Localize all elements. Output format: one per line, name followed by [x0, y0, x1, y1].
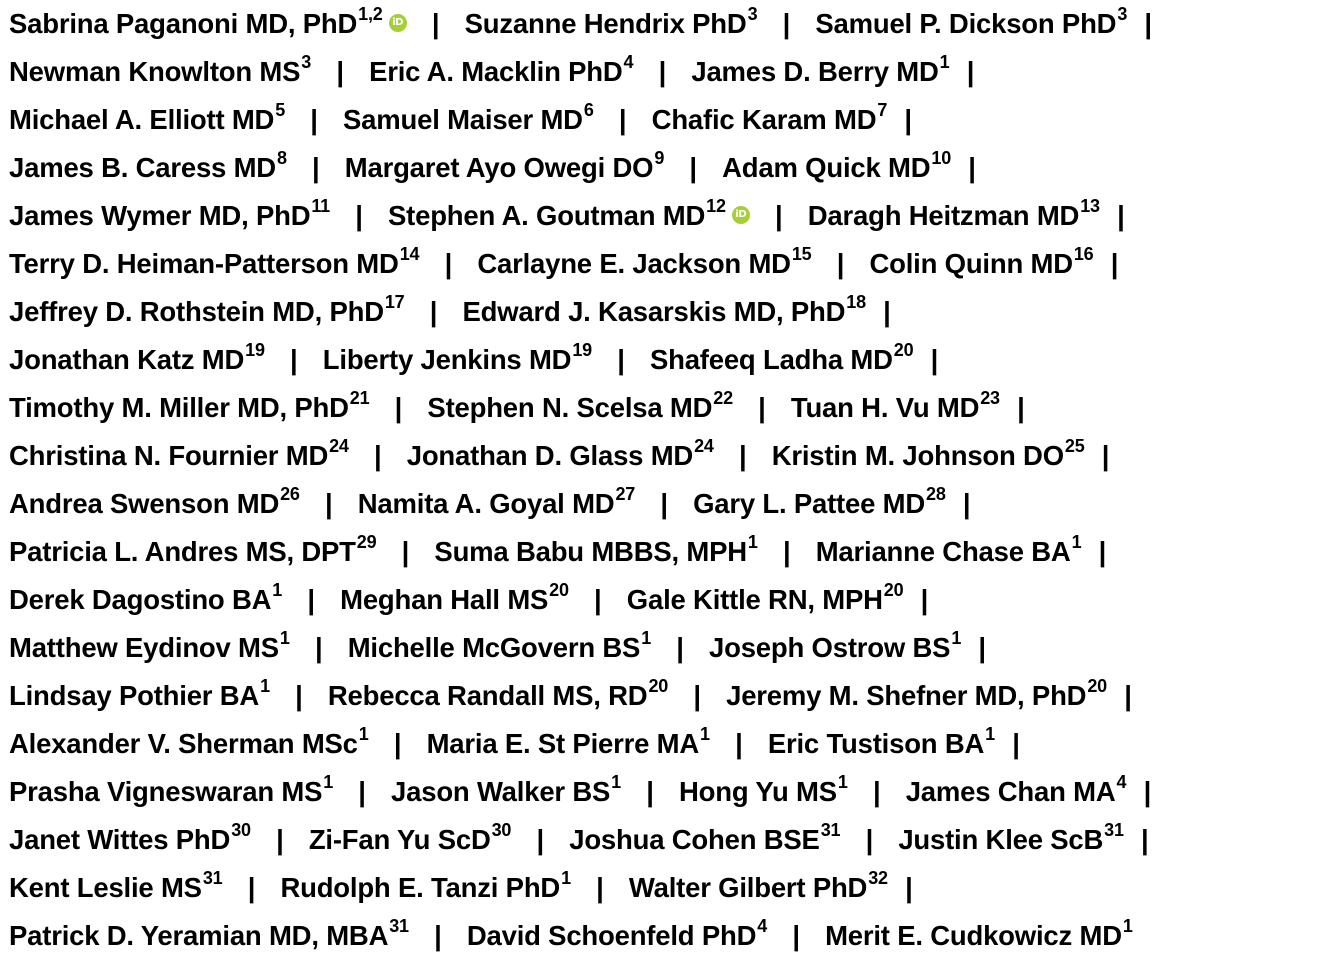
author-entry[interactable] — [9, 768, 333, 816]
author-entry[interactable] — [627, 576, 904, 624]
author-name: Christina N. Fournier MD — [9, 440, 329, 471]
author-name: Kent Leslie MS — [9, 872, 202, 903]
author-name: Patricia L. Andres MS, DPT — [9, 536, 356, 567]
affiliation-superscript: 6 — [583, 100, 594, 120]
author-separator — [571, 864, 629, 912]
author-line — [9, 576, 1319, 624]
author-name: Joshua Cohen BSE — [569, 824, 820, 855]
affiliation-superscript: 4 — [1116, 772, 1127, 792]
author-separator — [995, 720, 1037, 768]
author-name: Hong Yu MS — [678, 776, 837, 807]
affiliation-superscript: 17 — [384, 292, 405, 312]
author-entry[interactable] — [808, 192, 1100, 240]
affiliation-superscript: 1 — [272, 580, 283, 600]
author-line — [9, 336, 1319, 384]
affiliation-superscript: 26 — [280, 484, 300, 504]
author-separator — [1085, 432, 1127, 480]
affiliation-superscript: 20 — [883, 580, 904, 600]
affiliation-superscript: 1 — [323, 772, 334, 792]
affiliation-superscript: 3 — [747, 4, 758, 24]
author-entry[interactable] — [9, 864, 222, 912]
affiliation-superscript: 1 — [260, 676, 270, 696]
author-separator — [376, 528, 434, 576]
author-name: Alexander V. Sherman MSc — [9, 728, 358, 759]
author-separator — [1127, 0, 1169, 48]
affiliation-superscript: 30 — [491, 820, 512, 840]
author-entry[interactable] — [427, 720, 710, 768]
author-separator — [405, 288, 463, 336]
author-separator — [409, 912, 467, 960]
author-name: Daragh Heitzman MD — [807, 200, 1080, 231]
author-name: Sabrina Paganoni MD, PhD — [9, 8, 358, 39]
author-separator — [349, 432, 407, 480]
author-name: Meghan Hall MS — [340, 584, 549, 615]
author-separator — [951, 144, 993, 192]
affiliation-superscript: 1 — [747, 532, 758, 552]
author-entry[interactable] — [9, 672, 270, 720]
author-separator — [633, 48, 691, 96]
affiliation-superscript: 1 — [939, 52, 950, 72]
author-entry[interactable] — [9, 144, 287, 192]
affiliation-superscript: 12 — [706, 196, 726, 216]
author-name: James B. Caress MD — [9, 152, 276, 183]
author-name: Jonathan D. Glass MD — [406, 440, 694, 471]
author-separator — [592, 336, 650, 384]
affiliation-superscript: 21 — [349, 388, 370, 408]
author-name: Adam Quick MD — [722, 152, 931, 183]
author-name: Jason Walker BS — [391, 776, 611, 807]
author-entry[interactable] — [345, 144, 664, 192]
affiliation-superscript: 30 — [231, 820, 251, 840]
author-separator — [270, 672, 328, 720]
affiliation-superscript: 32 — [868, 868, 888, 888]
affiliation-superscript: 20 — [893, 340, 914, 360]
author-entry[interactable] — [9, 96, 285, 144]
author-separator — [668, 672, 726, 720]
author-separator — [758, 528, 816, 576]
affiliation-superscript: 14 — [399, 244, 420, 264]
author-separator — [903, 576, 945, 624]
author-separator — [949, 48, 991, 96]
author-line — [9, 0, 1319, 48]
author-entry[interactable] — [463, 288, 866, 336]
author-separator — [222, 864, 280, 912]
author-entry[interactable] — [722, 144, 951, 192]
affiliation-superscript: 4 — [623, 52, 634, 72]
affiliation-superscript: 1 — [1071, 532, 1082, 552]
affiliation-superscript: 9 — [654, 148, 665, 168]
author-entry[interactable] — [816, 528, 1082, 576]
author-name: Eric A. Macklin PhD — [369, 56, 623, 87]
affiliation-superscript: 18 — [846, 292, 866, 312]
author-separator — [621, 768, 679, 816]
affiliation-superscript: 3 — [301, 52, 312, 72]
author-separator — [1081, 528, 1123, 576]
author-entry[interactable] — [388, 192, 750, 240]
author-separator — [733, 384, 791, 432]
affiliation-superscript: 31 — [820, 820, 841, 840]
author-entry[interactable] — [9, 240, 419, 288]
author-entry[interactable] — [9, 288, 405, 336]
affiliation-superscript: 1 — [985, 724, 995, 744]
author-entry[interactable] — [9, 336, 265, 384]
author-name: Michelle McGovern BS — [347, 632, 641, 663]
author-line — [9, 192, 1319, 240]
author-separator — [311, 48, 369, 96]
author-line — [9, 288, 1319, 336]
author-entry[interactable] — [693, 480, 946, 528]
author-line — [9, 672, 1319, 720]
author-separator — [1107, 672, 1149, 720]
author-separator — [757, 0, 815, 48]
author-name: Michael A. Elliott MD — [9, 104, 275, 135]
affiliation-superscript: 31 — [1104, 820, 1124, 840]
author-entry[interactable] — [9, 720, 369, 768]
author-name: Derek Dagostino BA — [9, 584, 272, 615]
author-line — [9, 48, 1319, 96]
author-entry[interactable] — [650, 336, 913, 384]
author-name: Jonathan Katz MD — [9, 344, 245, 375]
author-separator — [407, 0, 465, 48]
author-entry[interactable] — [652, 96, 888, 144]
affiliation-superscript: 1 — [641, 628, 652, 648]
author-entry[interactable] — [309, 816, 511, 864]
author-name: Joseph Ostrow BS — [709, 632, 951, 663]
affiliation-superscript: 5 — [275, 100, 286, 120]
author-name: Tuan H. Vu MD — [790, 392, 980, 423]
author-entry[interactable] — [427, 384, 732, 432]
author-entry[interactable] — [348, 624, 651, 672]
author-name: Gary L. Pattee MD — [693, 488, 926, 519]
author-entry[interactable] — [280, 864, 570, 912]
author-name: Suzanne Hendrix PhD — [464, 8, 747, 39]
author-separator — [569, 576, 627, 624]
affiliation-superscript: 1 — [611, 772, 621, 792]
author-entry[interactable] — [9, 528, 376, 576]
affiliation-superscript: 16 — [1073, 244, 1094, 264]
author-entry[interactable] — [869, 240, 1093, 288]
author-name: Colin Quinn MD — [869, 248, 1073, 279]
author-separator — [714, 432, 772, 480]
author-name: James Chan MA — [905, 776, 1116, 807]
author-name: Suma Babu MBBS, MPH — [434, 536, 747, 567]
affiliation-superscript: 8 — [276, 148, 287, 168]
author-name: Matthew Eydinov MS — [9, 632, 279, 663]
author-separator — [1094, 240, 1136, 288]
author-name: Chafic Karam MD — [651, 104, 877, 135]
affiliation-superscript: 27 — [615, 484, 636, 504]
author-separator — [419, 240, 477, 288]
affiliation-superscript: 1 — [837, 772, 848, 792]
author-name: Margaret Ayo Owegi DO — [344, 152, 654, 183]
affiliation-superscript: 1,2 — [358, 4, 383, 24]
author-name: Terry D. Heiman-Patterson MD — [9, 248, 399, 279]
affiliation-superscript: 20 — [648, 676, 669, 696]
author-separator — [330, 192, 388, 240]
author-separator — [767, 912, 825, 960]
author-separator — [1000, 384, 1042, 432]
author-entry[interactable] — [9, 624, 290, 672]
affiliation-superscript: 7 — [877, 100, 888, 120]
author-name: Zi-Fan Yu ScD — [308, 824, 491, 855]
author-separator — [710, 720, 768, 768]
affiliation-superscript: 20 — [1087, 676, 1107, 696]
author-name: Namita A. Goyal MD — [357, 488, 615, 519]
author-separator — [265, 336, 323, 384]
author-separator — [913, 336, 955, 384]
author-name: Andrea Swenson MD — [9, 488, 280, 519]
author-separator — [251, 816, 309, 864]
author-name: Rebecca Randall MS, RD — [327, 680, 648, 711]
author-entry[interactable] — [358, 480, 635, 528]
author-list — [9, 0, 1319, 960]
author-entry[interactable] — [906, 768, 1127, 816]
author-name: Lindsay Pothier BA — [9, 680, 260, 711]
author-line — [9, 912, 1319, 960]
affiliation-superscript: 10 — [931, 148, 952, 168]
author-name: Merit E. Cudkowicz MD — [825, 920, 1122, 951]
author-name: Eric Tustison BA — [767, 728, 985, 759]
author-separator — [888, 864, 930, 912]
author-name: Carlayne E. Jackson MD — [477, 248, 791, 279]
affiliation-superscript: 23 — [980, 388, 1000, 408]
author-name: Newman Knowlton MS — [9, 56, 301, 87]
affiliation-superscript: 24 — [329, 436, 349, 456]
author-entry[interactable] — [9, 576, 282, 624]
affiliation-superscript: 4 — [757, 916, 768, 936]
orcid-icon[interactable]: iD — [389, 14, 407, 32]
author-separator — [1124, 816, 1166, 864]
author-entry[interactable] — [569, 816, 840, 864]
author-separator — [887, 96, 929, 144]
author-entry[interactable] — [9, 48, 311, 96]
author-entry[interactable] — [825, 912, 1133, 960]
affiliation-superscript: 11 — [311, 196, 330, 216]
author-entry[interactable] — [709, 624, 961, 672]
author-entry[interactable] — [340, 576, 569, 624]
author-name: Janet Wittes PhD — [9, 824, 231, 855]
author-entry[interactable] — [815, 0, 1127, 48]
author-name: Walter Gilbert PhD — [628, 872, 868, 903]
author-entry[interactable] — [9, 192, 330, 240]
affiliation-superscript: 31 — [202, 868, 223, 888]
author-entry[interactable] — [434, 528, 757, 576]
affiliation-superscript: 19 — [245, 340, 265, 360]
author-name: Marianne Chase BA — [815, 536, 1071, 567]
author-separator — [946, 480, 988, 528]
author-name: Gale Kittle RN, MPH — [626, 584, 883, 615]
author-name: Liberty Jenkins MD — [322, 344, 572, 375]
author-separator — [285, 96, 343, 144]
affiliation-superscript: 1 — [700, 724, 710, 744]
author-separator — [594, 96, 652, 144]
author-name: Patrick D. Yeramian MD, MBA — [9, 920, 389, 951]
author-line — [9, 432, 1319, 480]
orcid-icon[interactable]: iD — [732, 206, 750, 224]
affiliation-superscript: 25 — [1064, 436, 1085, 456]
author-entry[interactable] — [898, 816, 1123, 864]
affiliation-superscript: 13 — [1080, 196, 1100, 216]
author-separator — [961, 624, 1003, 672]
author-separator — [282, 576, 340, 624]
author-name: James Wymer MD, PhD — [9, 200, 311, 231]
author-entry[interactable] — [467, 912, 767, 960]
author-separator — [635, 480, 693, 528]
affiliation-superscript: 28 — [926, 484, 946, 504]
author-entry[interactable] — [9, 384, 369, 432]
author-line — [9, 384, 1319, 432]
affiliation-superscript: 1 — [1122, 916, 1133, 936]
affiliation-superscript: 20 — [549, 580, 569, 600]
author-separator — [848, 768, 906, 816]
author-name: Prasha Vigneswaran MS — [9, 776, 323, 807]
affiliation-superscript: 29 — [356, 532, 377, 552]
author-name: Samuel Maiser MD — [343, 104, 583, 135]
author-separator — [333, 768, 391, 816]
affiliation-superscript: 3 — [1117, 4, 1128, 24]
author-name: Jeremy M. Shefner MD, PhD — [726, 680, 1087, 711]
author-entry[interactable] — [369, 48, 633, 96]
author-separator — [369, 384, 427, 432]
affiliation-superscript: 19 — [572, 340, 592, 360]
author-name: James D. Berry MD — [691, 56, 939, 87]
author-name: Justin Klee ScB — [898, 824, 1104, 855]
author-name: David Schoenfeld PhD — [466, 920, 757, 951]
affiliation-superscript: 1 — [561, 868, 571, 888]
affiliation-superscript: 1 — [279, 628, 290, 648]
author-separator — [290, 624, 348, 672]
author-name: Jeffrey D. Rothstein MD, PhD — [9, 296, 384, 327]
author-line — [9, 480, 1319, 528]
affiliation-superscript: 22 — [713, 388, 733, 408]
author-name: Edward J. Kasarskis MD, PhD — [462, 296, 846, 327]
author-entry[interactable] — [9, 480, 300, 528]
affiliation-superscript: 24 — [694, 436, 714, 456]
author-separator — [1126, 768, 1168, 816]
author-separator — [1100, 192, 1142, 240]
author-entry[interactable] — [328, 672, 668, 720]
author-line — [9, 528, 1319, 576]
author-name: Timothy M. Miller MD, PhD — [9, 392, 349, 423]
author-separator — [300, 480, 358, 528]
author-line — [9, 144, 1319, 192]
author-entry[interactable] — [9, 0, 407, 48]
author-name: Rudolph E. Tanzi PhD — [280, 872, 561, 903]
author-name: Maria E. St Pierre MA — [426, 728, 700, 759]
author-line — [9, 240, 1319, 288]
author-entry[interactable] — [465, 0, 758, 48]
author-entry[interactable] — [768, 720, 995, 768]
author-entry[interactable] — [791, 384, 1000, 432]
author-name: Samuel P. Dickson PhD — [815, 8, 1117, 39]
author-name: Stephen A. Goutman MD — [388, 200, 706, 231]
affiliation-superscript: 31 — [389, 916, 409, 936]
affiliation-superscript: 1 — [358, 724, 369, 744]
author-entry[interactable] — [477, 240, 811, 288]
author-name: Kristin M. Johnson DO — [771, 440, 1064, 471]
author-name: Shafeeq Ladha MD — [649, 344, 893, 375]
author-entry[interactable] — [407, 432, 714, 480]
author-entry[interactable] — [343, 96, 594, 144]
author-name: Stephen N. Scelsa MD — [427, 392, 713, 423]
author-entry[interactable] — [9, 912, 409, 960]
author-entry[interactable] — [726, 672, 1107, 720]
author-entry[interactable] — [691, 48, 949, 96]
author-separator — [369, 720, 427, 768]
affiliation-superscript: 15 — [791, 244, 812, 264]
affiliation-superscript: 1 — [951, 628, 962, 648]
